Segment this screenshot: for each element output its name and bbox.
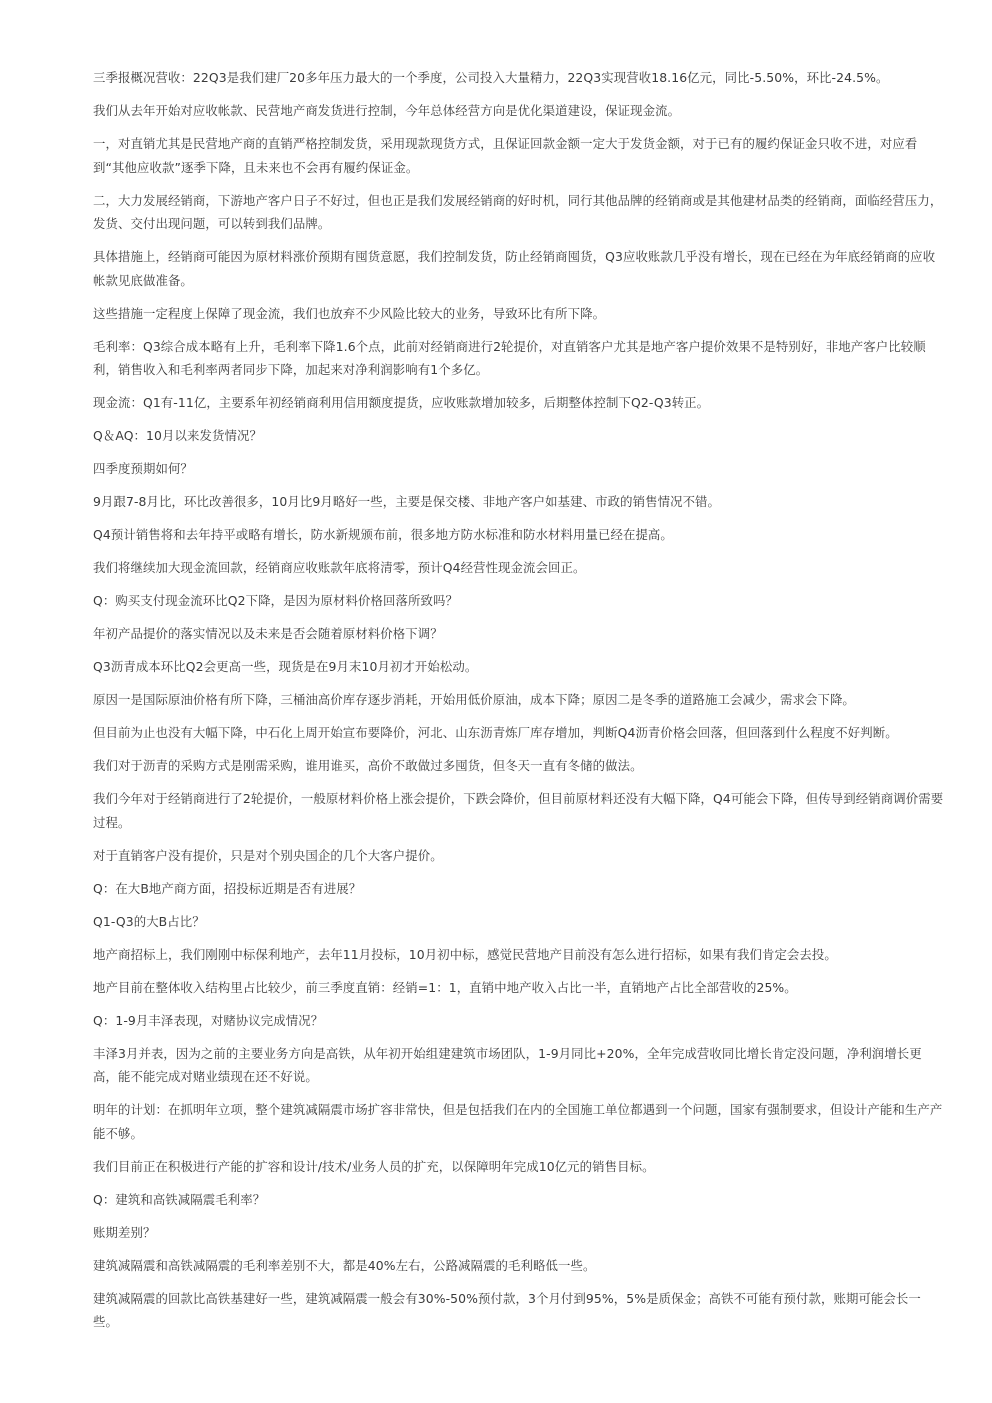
paragraph-qa-october-shipments: Q＆AQ：10月以来发货情况？ [93, 428, 262, 444]
paragraph-distributor-development: 二，大力发展经销商，下游地产客户日子不好过，但也正是我们发展经销商的好时机，同行其他品牌的经销商或是其他建材品类的经销商，面临经营压力，发货、交付出现问题，可以转到我们品牌。 [93, 192, 943, 232]
paragraph-q4-cash-collection: 我们将继续加大现金流回款，经销商应收账款年底将清零，预计Q4经营性现金流会回正。 [93, 560, 586, 576]
paragraph-asphalt-reasons: 原因一是国际原油价格有所下降，三桶油高价库存逐步消耗，开始用低价原油，成本下降；原因二是冬季的道路施工会减少，需求会下降。 [93, 692, 855, 708]
paragraph-specific-measures: 具体措施上，经销商可能因为原材料涨价预期有囤货意愿，我们控制发货，防止经销商囤货，Q3应收账款几乎没有增长，现在已经在为年底经销商的应收帐款见底做准备。 [93, 249, 936, 288]
paragraph-gross-margin: 毛利率：Q3综合成本略有上升，毛利率下降1.6个点，此前对经销商进行2轮提价，对直销客户尤其是地产客户提价效果不是特别好，非地产客户比较顺利，销售收入和毛利率两者同步下降，加起来对净利润影响有1个多亿。 [93, 338, 926, 378]
paragraph-question-fengze: Q：1-9月丰泽表现，对赌协议完成情况？ [93, 1012, 324, 1028]
paragraph-revenue-structure: 地产目前在整体收入结构里占比较少，前三季度直销：经销=1：1，直销中地产收入占比一半，直销地产占比全部营收的25%。 [93, 979, 797, 995]
paragraph-q4-outlook-question: 四季度预期如何？ [93, 461, 193, 477]
paragraph-next-year-plan: 明年的计划：在抓明年立项，整个建筑减隔震市场扩容非常快，但是包括我们在内的全国施工单位都遇到一个问题，国家有强制要求，但设计产能和生产产能不够。 [93, 1102, 943, 1141]
paragraph-asphalt-purchasing: 我们对于沥青的采购方式是刚需采购，谁用谁买，高价不敢做过多囤货，但冬天一直有冬储的做法。 [93, 758, 643, 774]
paragraph-cash-flow: 现金流：Q1有-11亿，主要系年初经销商利用信用额度提货，应收账款增加较多，后期整体控制下Q2-Q3转正。 [93, 395, 710, 411]
paragraph-question-price-increase: 年初产品提价的落实情况以及未来是否会随着原材料价格下调？ [93, 626, 443, 642]
paragraph-cash-flow-protection: 这些措施一定程度上保障了现金流，我们也放弃不少风险比较大的业务，导致环比有所下降。 [93, 305, 606, 321]
paragraph-asphalt-price-outlook: 但目前为止也没有大幅下降，中石化上周开始宣布要降价，河北、山东沥青炼厂库存增加，判断Q4沥青价格会回落，但回落到什么程度不好判断。 [93, 725, 898, 741]
paragraph-september-improvement: 9月跟7-8月比，环比改善很多，10月比9月略好一些，主要是保交楼、非地产客户如基建、市政的销售情况不错。 [93, 494, 721, 510]
paragraph-q3-revenue-overview: 三季报概况营收：22Q3是我们建厂20多年压力最大的一个季度，公司投入大量精力，22Q3实现营收18.16亿元，同比-5.50%，环比-24.5%。 [93, 70, 889, 85]
paragraph-question-isolation-margin: Q：建筑和高铁减隔震毛利率？ [93, 1191, 266, 1207]
paragraph-asphalt-cost: Q3沥青成本环比Q2会更高一些，现货是在9月末10月初才开始松动。 [93, 659, 478, 675]
paragraph-question-big-b-share: Q1-Q3的大B占比？ [93, 913, 205, 929]
paragraph-direct-sales-control: 一，对直销尤其是民营地产商的直销严格控制发货，采用现款现货方式，且保证回款金额一定大于发货金额，对于已有的履约保证金只收不进，对应看到“其他应收款”逐季下降，且未来也不会再有履约保证金。 [93, 135, 918, 175]
paragraph-question-purchase-cash: Q：购买支付现金流环比Q2下降，是因为原材料价格回落所致吗？ [93, 593, 458, 609]
paragraph-receivables-control: 我们从去年开始对应收帐款、民营地产商发货进行控制，今年总体经营方向是优化渠道建设，保证现金流。 [93, 102, 681, 118]
paragraph-isolation-margin: 建筑减隔震和高铁减隔震的毛利率差别不大，都是40%左右，公路减隔震的毛利略低一些。 [93, 1257, 596, 1273]
paragraph-capacity-expansion: 我们目前正在积极进行产能的扩容和设计/技术/业务人员的扩充，以保障明年完成10亿元的销售目标。 [93, 1158, 655, 1174]
paragraph-direct-customer-pricing: 对于直销客户没有提价，只是对个别央国企的几个大客户提价。 [93, 847, 443, 863]
paragraph-question-big-b-bidding: Q：在大B地产商方面，招投标近期是否有进展？ [93, 880, 362, 896]
paragraph-distributor-price-increase: 我们今年对于经销商进行了2轮提价，一般原材料价格上涨会提价，下跌会降价，但目前原材料还没有大幅下降，Q4可能会下降，但传导到经销商调价需要过程。 [93, 791, 944, 830]
paragraph-isolation-payment: 建筑减隔震的回款比高铁基建好一些，建筑减隔震一般会有30%-50%预付款，3个月付到95%，5%是质保金；高铁不可能有预付款，账期可能会长一些。 [93, 1290, 921, 1330]
paragraph-q4-sales-forecast: Q4预计销售将和去年持平或略有增长，防水新规颁布前，很多地方防水标准和防水材料用量已经在提高。 [93, 527, 673, 543]
paragraph-developer-bidding: 地产商招标上，我们刚刚中标保利地产，去年11月投标，10月初中标，感觉民营地产目前没有怎么进行招标，如果有我们肯定会去投。 [93, 946, 837, 962]
paragraph-question-payment-terms: 账期差别？ [93, 1224, 156, 1240]
paragraph-fengze-performance: 丰泽3月并表，因为之前的主要业务方向是高铁，从年初开始组建建筑市场团队，1-9月同比+20%，全年完成营收同比增长肯定没问题，净利润增长更高，能不能完成对赌业绩现在还不好说。 [93, 1045, 922, 1085]
